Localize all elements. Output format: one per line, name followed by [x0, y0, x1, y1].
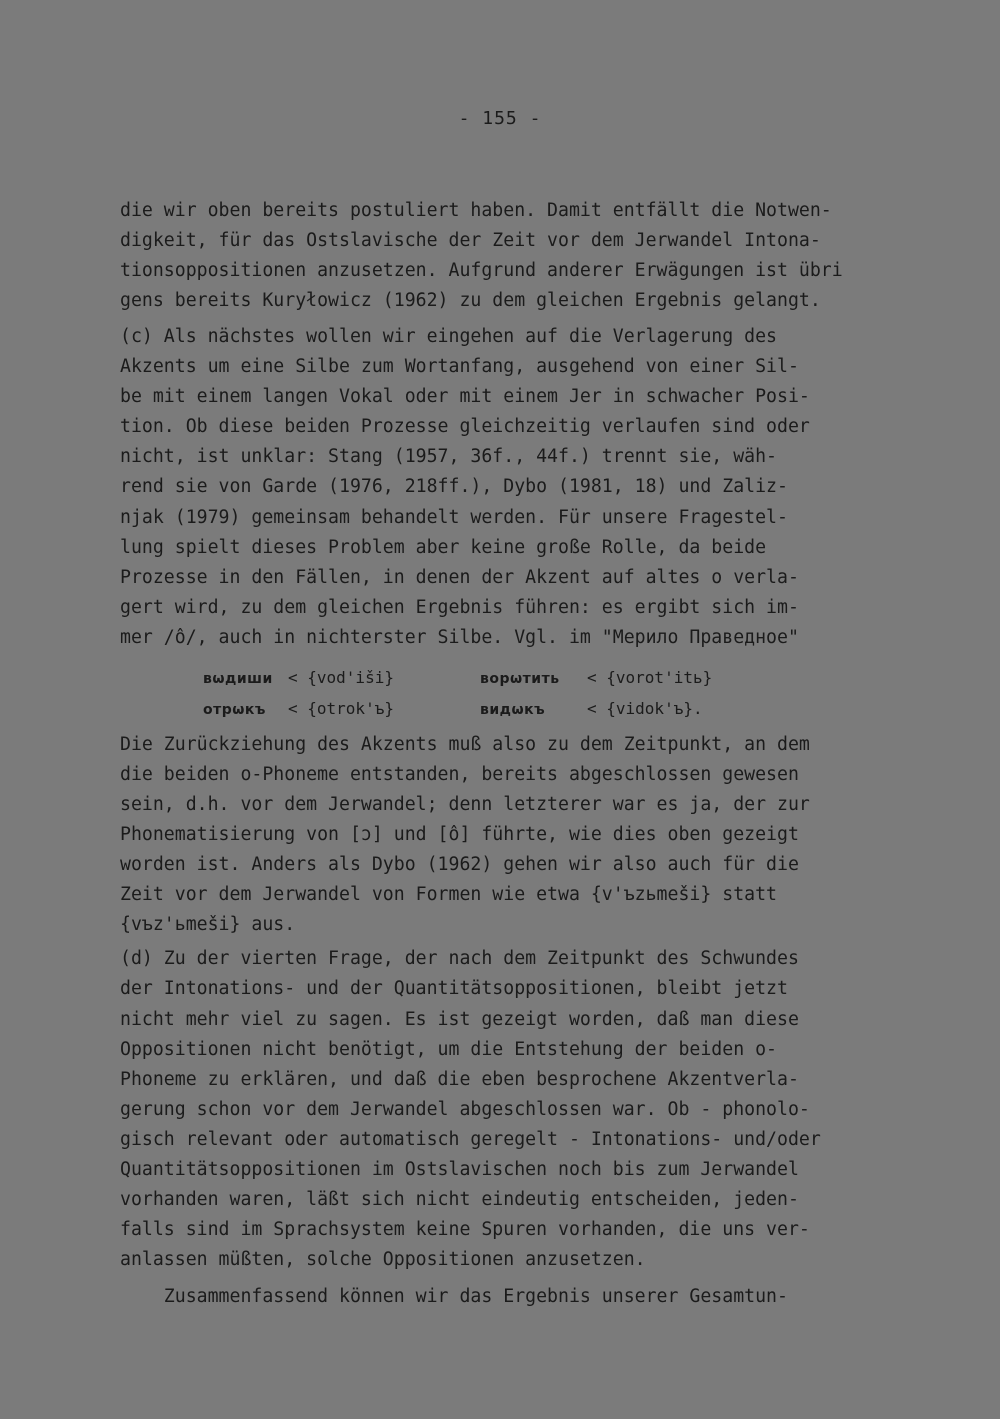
text-line: rend sie von Garde (1976, 218ff.), Dybo (1981, 18) und Zaliz- [120, 476, 788, 497]
text-line: Die Zurückziehung des Akzents muß also zu dem Zeitpunkt, an dem [120, 734, 810, 755]
text-line: falls sind im Sprachsystem keine Spuren vorhanden, die uns ver- [120, 1219, 810, 1240]
text-line: gisch relevant oder automatisch geregelt - Intonations- und/oder [120, 1129, 821, 1150]
text-line: gerung schon vor dem Jerwandel abgeschlossen war. Ob - phonolo- [120, 1099, 810, 1120]
text-line: Phoneme zu erklären, und daß die eben besprochene Akzentverla- [120, 1069, 799, 1090]
example-transcription: < {vod'iši} [288, 668, 394, 687]
text-line: Phonematisierung von [ɔ] und [ô] führte, wie dies oben gezeigt [120, 824, 799, 845]
text-line: nicht, ist unklar: Stang (1957, 36f., 44f.) trennt sie, wäh- [120, 446, 777, 467]
example-cyrillic: вωдиши [203, 671, 273, 687]
text-line: njak (1979) gemeinsam behandelt werden. Für unsere Fragestel- [120, 507, 788, 528]
text-line: digkeit, für das Ostslavische der Zeit vor dem Jerwandel Intona- [120, 230, 821, 251]
example-cyrillic: видωкъ [480, 702, 546, 718]
text-line: lung spielt dieses Problem aber keine große Rolle, da beide [120, 537, 767, 558]
text-line: der Intonations- und der Quantitätsoppositionen, bleibt jetzt [120, 978, 788, 999]
text-line: die wir oben bereits postuliert haben. Damit entfällt die Notwen- [120, 200, 832, 221]
example-transcription: < {vorot'itь} [587, 668, 713, 687]
text-line: gert wird, zu dem gleichen Ergebnis führen: es ergibt sich im- [120, 597, 799, 618]
text-line: die beiden o-Phoneme entstanden, bereits abgeschlossen gewesen [120, 764, 799, 785]
text-line: Akzents um eine Silbe zum Wortanfang, ausgehend von einer Sil- [120, 356, 799, 377]
text-line: Quantitätsoppositionen im Ostslavischen noch bis zum Jerwandel [120, 1159, 799, 1180]
text-line: be mit einem langen Vokal oder mit einem Jer in schwacher Posi- [120, 386, 810, 407]
text-line: mer /ô/, auch in nichterster Silbe. Vgl. im "Мерило Праведное" [120, 627, 799, 648]
text-line: {vъz'ьmeši} aus. [120, 914, 296, 935]
text-line: tionsoppositionen anzusetzen. Aufgrund anderer Erwägungen ist übri [120, 260, 843, 281]
text-line: tion. Ob diese beiden Prozesse gleichzeitig verlaufen sind oder [120, 416, 810, 437]
text-line: (d) Zu der vierten Frage, der nach dem Zeitpunkt des Schwundes [120, 948, 799, 969]
text-line: Zeit vor dem Jerwandel von Formen wie etwa {v'ъzьmeši} statt [120, 884, 777, 905]
example-transcription: < {vidok'ъ}. [587, 699, 703, 718]
text-line: Oppositionen nicht benötigt, um die Entstehung der beiden o- [120, 1039, 777, 1060]
text-line: nicht mehr viel zu sagen. Es ist gezeigt worden, daß man diese [120, 1009, 799, 1030]
text-line: worden ist. Anders als Dybo (1962) gehen wir also auch für die [120, 854, 799, 875]
text-line: (c) Als nächstes wollen wir eingehen auf die Verlagerung des [120, 326, 777, 347]
text-line: gens bereits Kuryłowicz (1962) zu dem gleichen Ergebnis gelangt. [120, 290, 821, 311]
example-transcription: < {otrok'ъ} [288, 699, 394, 718]
text-line: anlassen müßten, solche Oppositionen anzusetzen. [120, 1249, 646, 1270]
text-line: Zusammenfassend können wir das Ergebnis unserer Gesamtun- [120, 1286, 788, 1307]
example-cyrillic: отрωкъ [203, 702, 266, 718]
text-line: sein, d.h. vor dem Jerwandel; denn letzterer war es ja, der zur [120, 794, 810, 815]
example-cyrillic: ворωтить [480, 671, 560, 687]
text-line: Prozesse in den Fällen, in denen der Akzent auf altes o verla- [120, 567, 799, 588]
text-line: vorhanden waren, läßt sich nicht eindeutig entscheiden, jeden- [120, 1189, 799, 1210]
page-number: - 155 - [458, 108, 542, 129]
